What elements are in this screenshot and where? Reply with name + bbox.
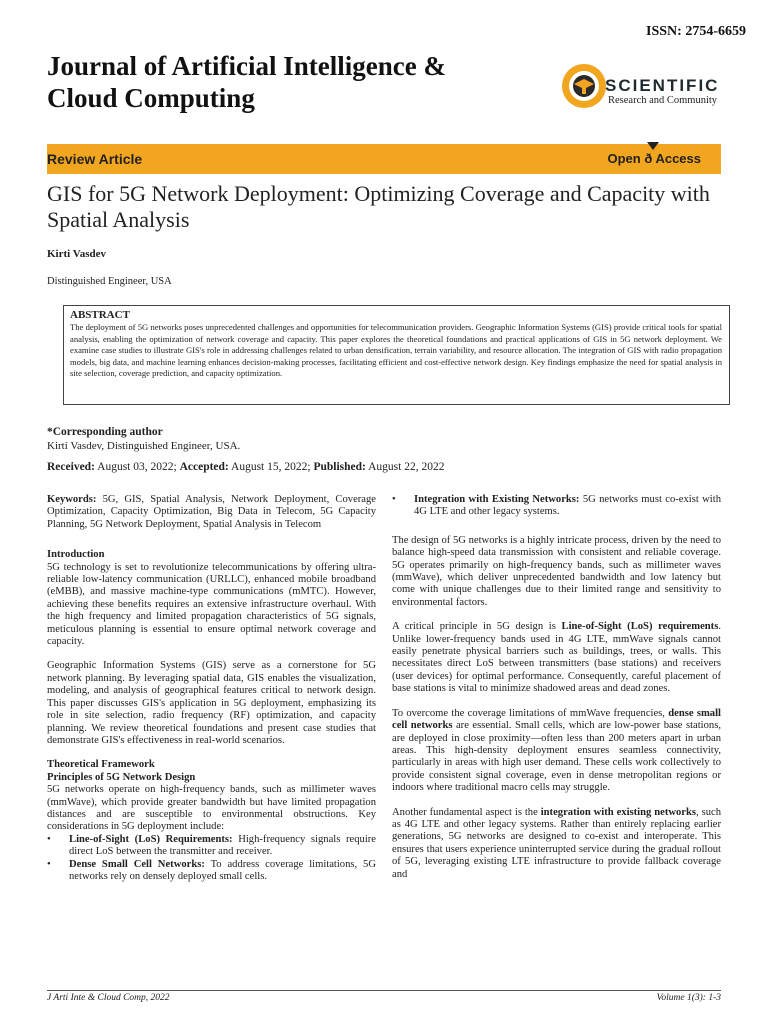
keywords	[47, 494, 376, 531]
author-affiliation: Distinguished Engineer, USA	[47, 276, 172, 287]
abstract-text: The deployment of 5G networks poses unprecedented challenges and opportunities for telecommunication providers. Geographic Information Systems (GIS) provide critical tools for spatial analysis, enabling the optimization of network coverage and capacity. This paper explores the theoretical foundations and practical applications of GIS in 5G network deployment. We examine case studies to illustrate GIS's role in addressing challenges related to urban densification, terrain variability, and resource allocation. The integration of GIS with radio propagation models, big data, and machine learning enhances decision-making processes, facilitating efficient and cost-effective network design. Key findings emphasize the need for spatial analysis in site selection, coverage prediction, and capacity optimization.	[70, 322, 722, 378]
open-access-word: Access	[655, 151, 701, 166]
open-access-icon: ð	[644, 151, 653, 166]
abstract-box	[63, 305, 730, 405]
p2-start: A critical principle in 5G design is	[392, 621, 556, 633]
bullet-dot: •	[47, 833, 51, 845]
intro-heading: Introduction	[47, 549, 105, 561]
author-name: Kirti Vasdev	[47, 248, 106, 260]
accepted-date: August 15, 2022;	[231, 461, 311, 473]
p2-bold: Line-of-Sight (LoS) requirements	[561, 621, 719, 633]
corresponding-author-text: Kirti Vasdev, Distinguished Engineer, USA.	[47, 440, 241, 452]
published-date: August 22, 2022	[368, 461, 445, 473]
footer-volume: Volume 1(3): 1-3	[656, 993, 721, 1003]
keywords-text: 5G, GIS, Spatial Analysis, Network Deployment, Coverage Optimization, Capacity Optimization, Big Data in Telecom, 5G Capacity Planning, 5G Network Deployment, Spatial Analysis in Telecom	[47, 494, 376, 530]
received-date: August 03, 2022;	[97, 461, 177, 473]
bullet-small-cells	[47, 859, 376, 884]
intro-paragraph-1: 5G technology is set to revolutionize telecommunications by offering ultra-reliable low-latency communication (URLLC), enhanced mobile broadband (eMBB), and massive machine-type communications (mMTC). However, achieving these benefits requires an extensive infrastructure overhaul. With the high frequency and limited propagation characteristics of 5G signals, meticulous planning is essential to ensure optimal network coverage and capacity.	[47, 561, 376, 648]
right-paragraph-3	[392, 708, 721, 795]
bullet-los-text: High-frequency signals require direct LoS between the transmitter and receiver.	[69, 833, 376, 858]
open-access-open: Open	[607, 151, 641, 166]
p4-end: , such as 4G LTE and other legacy systems. Rather than entirely replacing earlier generations, 5G networks are designed to co-exist and interoperate. This ensures that users experience uninterrupted service during the gradual rollout of 5G, leveraging existing LTE infrastructure to provide fallback coverage and	[392, 806, 721, 880]
footer-rule	[47, 990, 721, 991]
right-paragraph-4	[392, 807, 721, 881]
bullet-small-cells-text: To address coverage limitations, 5G networks rely on densely deployed small cells.	[69, 858, 376, 882]
open-access-badge	[608, 151, 702, 166]
bullet-small-cells-label: Dense Small Cell Networks:	[69, 858, 205, 870]
bullet-los-label: Line-of-Sight (LoS) Requirements:	[69, 833, 233, 845]
p3-start: To overcome the coverage limitations of mmWave frequencies,	[392, 707, 665, 719]
principles-heading: Principles of 5G Network Design	[47, 771, 196, 783]
footer-citation: J Arti Inte & Cloud Comp, 2022	[47, 993, 170, 1003]
left-column	[47, 494, 376, 883]
banner-marker	[647, 142, 659, 150]
bullet-los	[47, 834, 376, 859]
accepted-label: Accepted:	[179, 461, 229, 473]
abstract-heading: ABSTRACT	[70, 309, 130, 321]
bullet-integration	[392, 494, 721, 519]
theory-heading: Theoretical Framework	[47, 759, 155, 771]
journal-title	[47, 50, 517, 114]
bullet-integration-label: Integration with Existing Networks:	[414, 494, 580, 505]
publication-dates	[47, 461, 444, 473]
received-label: Received:	[47, 461, 95, 473]
p4-bold: integration with existing networks	[540, 806, 697, 818]
bullet-dot: •	[47, 858, 51, 870]
logo-subtitle: Research and Community	[608, 95, 718, 106]
journal-title-line2: Cloud Computing	[47, 83, 255, 113]
right-paragraph-2	[392, 621, 721, 695]
article-type-banner	[47, 144, 721, 174]
published-label: Published:	[313, 461, 366, 473]
p3-end: are essential. Small cells, which are low-power base stations, are deployed in close proximity—often less than 200 meters apart in urban areas. This high-density deployment ensures seamless connectivity, particularly in areas with high user demand. These cells work collectively to provide consistent signal coverage, even in dense metropolitan regions or indoors where traditional macro cells may struggle.	[392, 720, 721, 794]
bullet-integration-text: 5G networks must co-exist with 4G LTE and other legacy systems.	[414, 494, 721, 518]
keywords-label: Keywords:	[47, 494, 97, 505]
logo-wordmark: SCIENTIFIC	[605, 76, 720, 95]
right-column	[392, 494, 721, 881]
article-type: Review Article	[47, 151, 143, 167]
article-title: GIS for 5G Network Deployment: Optimizing Coverage and Capacity with Spatial Analysis	[47, 181, 710, 232]
p2-end: . Unlike lower-frequency bands used in 4G LTE, mmWave signals cannot easily penetrate physical barriers such as buildings, trees, or walls. This necessitates direct LoS between transmitters (base stations) and receivers (user devices) for optimal performance. Consequently, careful placement of base stations is vital to minimize shadowed areas and dead zones.	[392, 621, 721, 695]
p3-bold: dense small cell networks	[392, 707, 721, 732]
corresponding-author-heading: *Corresponding author	[47, 426, 163, 438]
issn: ISSN: 2754-6659	[646, 24, 746, 39]
p4-start: Another fundamental aspect is the	[392, 806, 538, 818]
principles-paragraph: 5G networks operate on high-frequency bands, such as millimeter waves (mmWave), which provide greater bandwidth but have limited propagation distances and are susceptible to environmental obstructions. Key considerations in 5G deployment include:	[47, 784, 376, 833]
bullet-dot: •	[392, 494, 396, 505]
intro-paragraph-2: Geographic Information Systems (GIS) serve as a cornerstone for 5G network planning. By leveraging spatial data, GIS enables the visualization, modeling, and analysis of geographical features critical to network design. This paper discusses GIS's application in 5G deployment, emphasizing its role in site selection, radio frequency (RF) optimization, and capacity planning. We review theoretical foundations and present case studies that demonstrate GIS's effectiveness in real-world scenarios.	[47, 660, 376, 746]
journal-title-line1: Journal of Artificial Intelligence &	[47, 51, 446, 81]
right-paragraph-1: The design of 5G networks is a highly intricate process, driven by the need to balance high-speed data transmission with consistent and reliable coverage. 5G operates primarily on high-frequency bands, such as millimeter waves (mmWave), which deliver unprecedented bandwidth and low latency but come with unique challenges due to their limited range and sensitivity to environmental factors.	[392, 534, 721, 608]
